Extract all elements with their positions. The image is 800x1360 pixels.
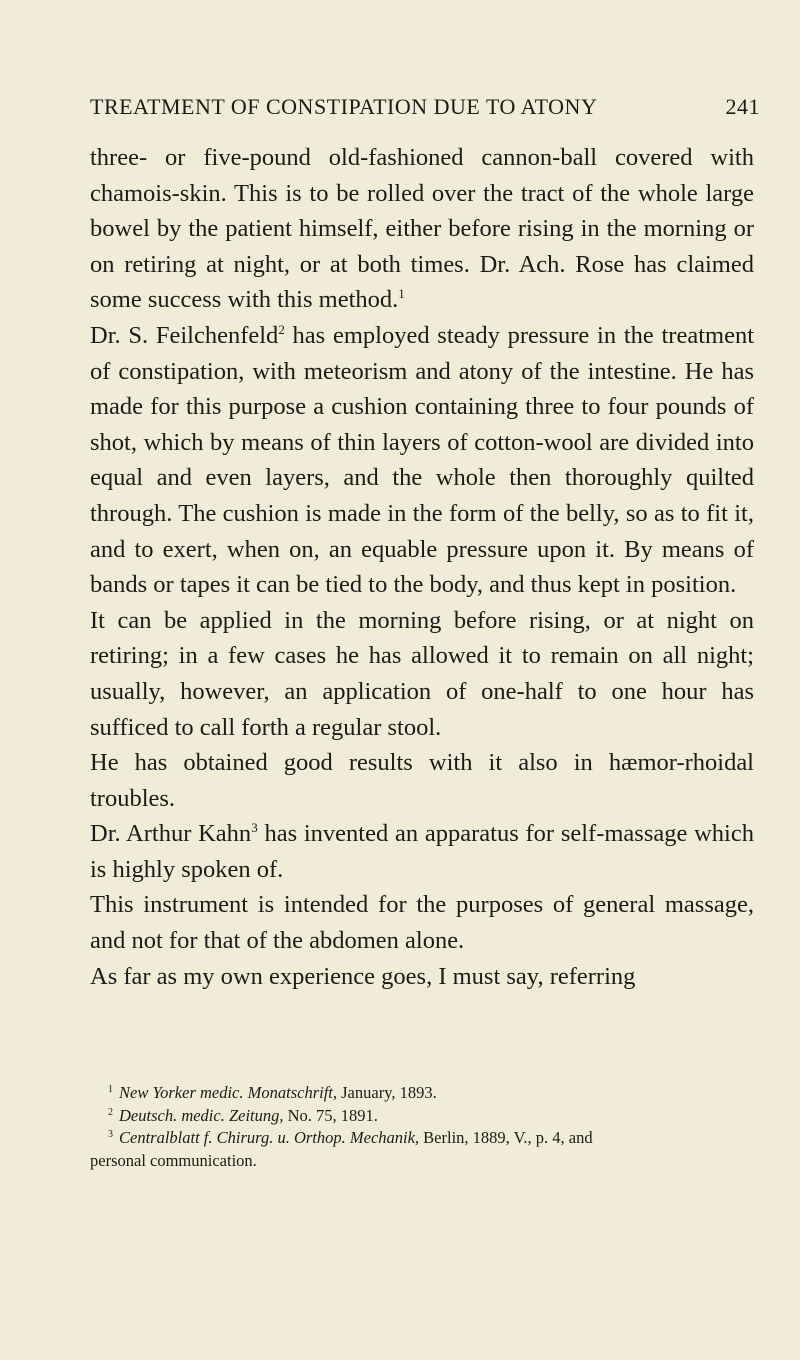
paragraph-5 (90, 816, 754, 887)
footnote-ref-2: 2 (278, 321, 285, 337)
footnote-mark: 2 (108, 1106, 113, 1118)
footnote-detail: No. 75, 1891. (283, 1105, 378, 1125)
footnote (90, 1082, 754, 1105)
paragraph-4: He has obtained good results with it also in hæmor-rhoidal troubles. (90, 749, 754, 812)
running-title: TREATMENT OF CONSTIPATION DUE TO ATONY (90, 94, 598, 119)
footnotes (90, 1082, 754, 1172)
footnote-continuation: personal communication. (90, 1150, 257, 1170)
footnote-mark: 3 (108, 1129, 113, 1140)
footnote-source: Deutsch. medic. Zeitung, (119, 1105, 284, 1125)
footnote (90, 1127, 754, 1150)
body-text (90, 140, 754, 994)
paragraph-7: As far as my own experience goes, I must say, referring (90, 962, 636, 990)
paragraph-5-text: has invented an apparatus for self-massage which is highly spoken of. (90, 820, 754, 883)
footnote-ref-3: 3 (251, 820, 258, 836)
footnote-source: Centralblatt f. Chirurg. u. Orthop. Mechanik, (119, 1128, 420, 1147)
page-number: 241 (725, 94, 760, 119)
footnote (90, 1105, 754, 1128)
paragraph-1-text: three- or five-pound old-fashioned cannon-ball covered with chamois-skin. This is to be rolled over the tract of the whole large bowel by the patient himself, either before rising in the morning or on retiring at night, or at both times. Dr. Ach. Rose has claimed some success with this method. (90, 144, 754, 314)
footnote-detail: January, 1893. (337, 1083, 437, 1102)
paragraph-3: It can be applied in the morning before rising, or at night on retiring; in a few cases he has allowed it to remain on all night; usually, however, an application of one-half to one hour has sufficed to call forth a regular stool. (90, 606, 754, 741)
paragraph-2-text: has employed steady pressure in the treatment of constipation, with meteorism and atony of the intestine. He has made for this purpose a cushion containing three to four pounds of shot, which by means of thin layers of cotton-wool are divided into equal and even layers, and the whole then thoroughly quilted through. The cushion is made in the form of the belly, so as to fit it, and to exert, when on, an equable pressure upon it. By means of bands or tapes it can be tied to the body, and thus kept in position. (90, 321, 754, 599)
footnote-mark: 1 (108, 1084, 113, 1095)
paragraph-5-lead: Dr. Arthur Kahn (90, 820, 252, 848)
footnote-ref-1: 1 (398, 286, 405, 302)
paragraph-2-lead: Dr. S. Feilchenfeld (90, 321, 279, 349)
footnote-detail: Berlin, 1889, V., p. 4, and (419, 1128, 593, 1147)
paragraph-2 (90, 318, 754, 603)
footnote-source: New Yorker medic. Monatschrift, (119, 1083, 338, 1102)
paragraph-1 (90, 140, 754, 318)
paragraph-6: This instrument is intended for the purposes of general massage, and not for that of the abdomen alone. (90, 891, 754, 955)
